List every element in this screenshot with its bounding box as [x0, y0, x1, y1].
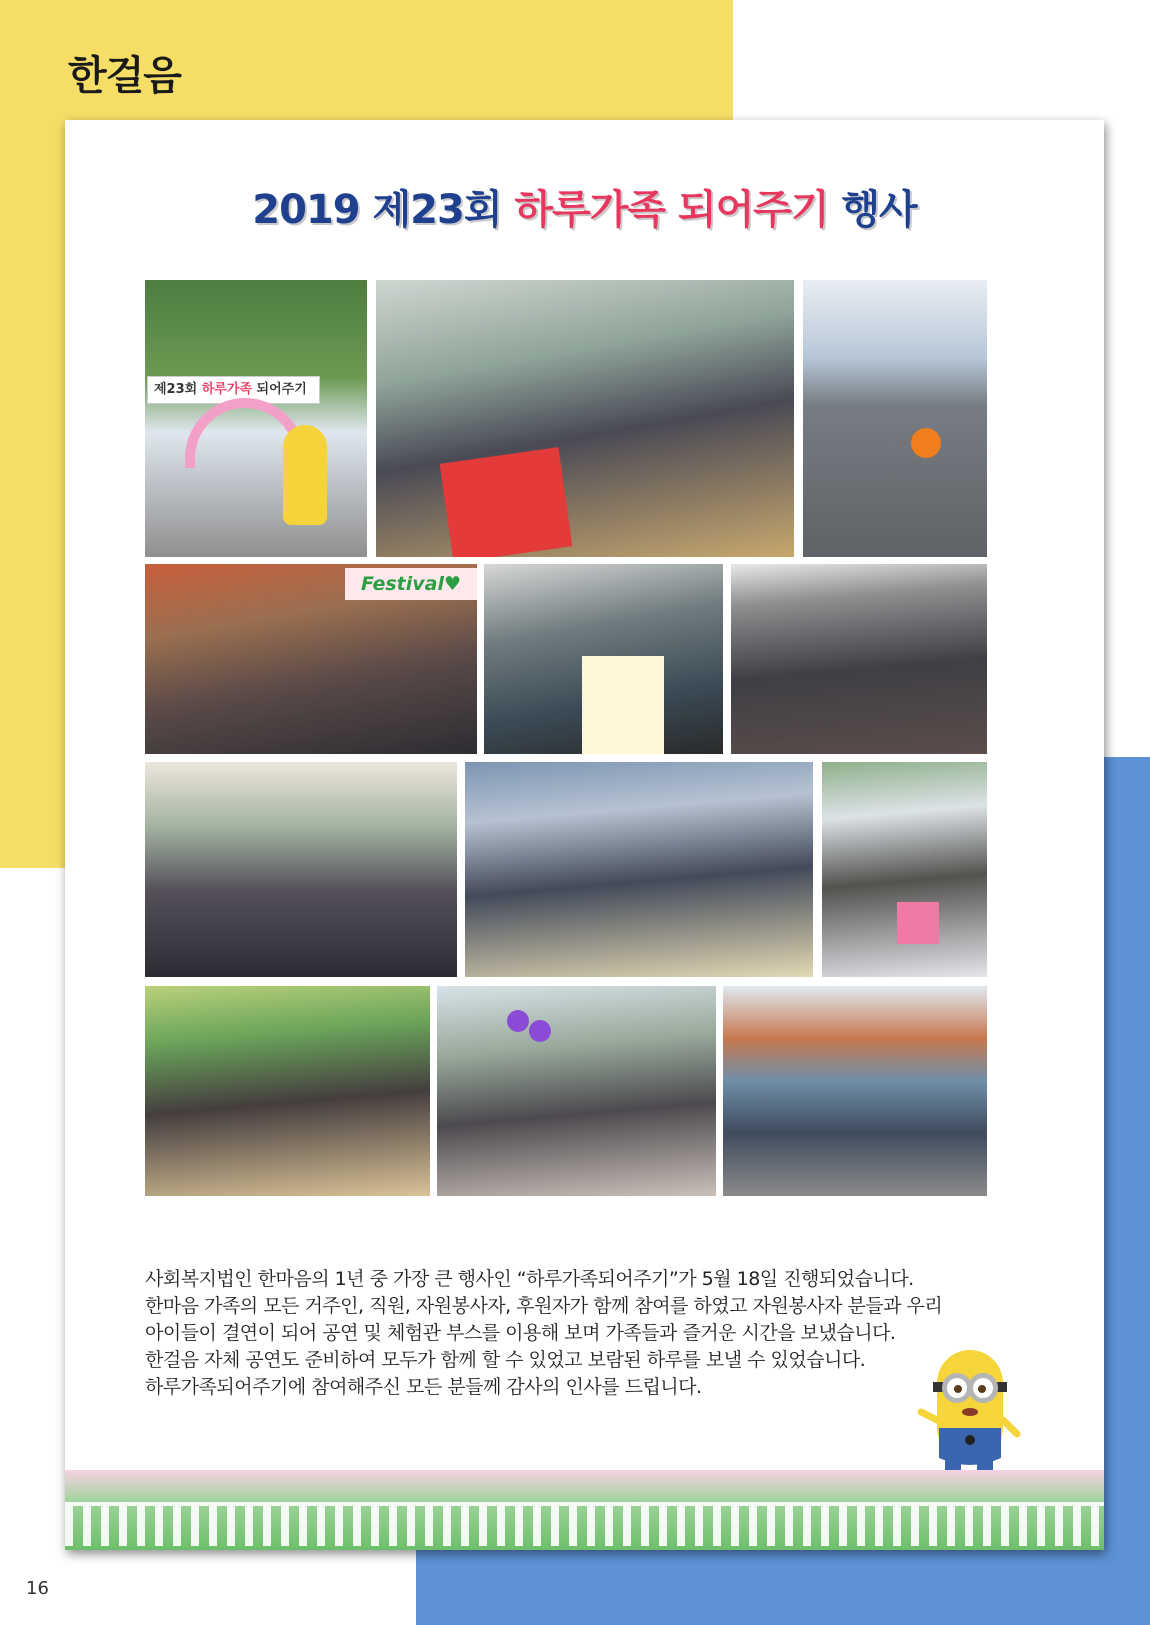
photo-child-with-ball [803, 280, 987, 557]
festival-sign: Festival♥ [345, 568, 477, 600]
photo-snack-table [145, 986, 430, 1196]
event-description [145, 1266, 1015, 1401]
section-label: 한걸음 [68, 53, 181, 99]
photo-child-peace-sign [484, 564, 723, 754]
photo-indoor-performance [145, 762, 457, 977]
page-title [65, 178, 1104, 235]
title-event-word: 행사 [841, 187, 917, 233]
white-fence-border [65, 1502, 1104, 1546]
photo-playroom-families [465, 762, 813, 977]
title-year: 2019 [252, 187, 360, 233]
description-line: 하루가족되어주기에 참여해주신 모든 분들께 감사의 인사를 드립니다. [145, 1376, 702, 1398]
event-banner-sign: 제23회 하루가족 되어주기 [147, 376, 320, 404]
photo-family-lunch-table [376, 280, 794, 557]
minion-illustration [915, 1340, 1025, 1490]
description-line: 아이들이 결연이 되어 공연 및 체험관 부스를 이용해 보며 가족들과 즐거운 시간을 보냈습니다. [145, 1322, 896, 1344]
description-line: 한마음 가족의 모든 거주인, 직원, 자원봉사자, 후원자가 함께 참여를 하였고 자원봉사자 분들과 우리 [145, 1295, 943, 1317]
photo-mothers-and-kids [437, 986, 716, 1196]
page-number: 16 [26, 1578, 49, 1599]
photo-craft-booth [822, 762, 987, 977]
photo-entrance-balloon-arch [145, 280, 367, 557]
photo-festival-booth [145, 564, 477, 754]
photo-group-photo-building [723, 986, 987, 1196]
content-card [65, 120, 1104, 1550]
title-event-name: 하루가족 되어주기 [514, 187, 829, 233]
photo-crowd-under-tent [731, 564, 987, 754]
description-line: 사회복지법인 한마음의 1년 중 가장 큰 행사인 “하루가족되어주기”가 5월 18일 진행되었습니다. [145, 1268, 914, 1290]
title-edition: 제23회 [372, 187, 502, 233]
description-line: 한걸음 자체 공연도 준비하여 모두가 함께 할 수 있었고 보람된 하루를 보낼 수 있었습니다. [145, 1349, 866, 1371]
